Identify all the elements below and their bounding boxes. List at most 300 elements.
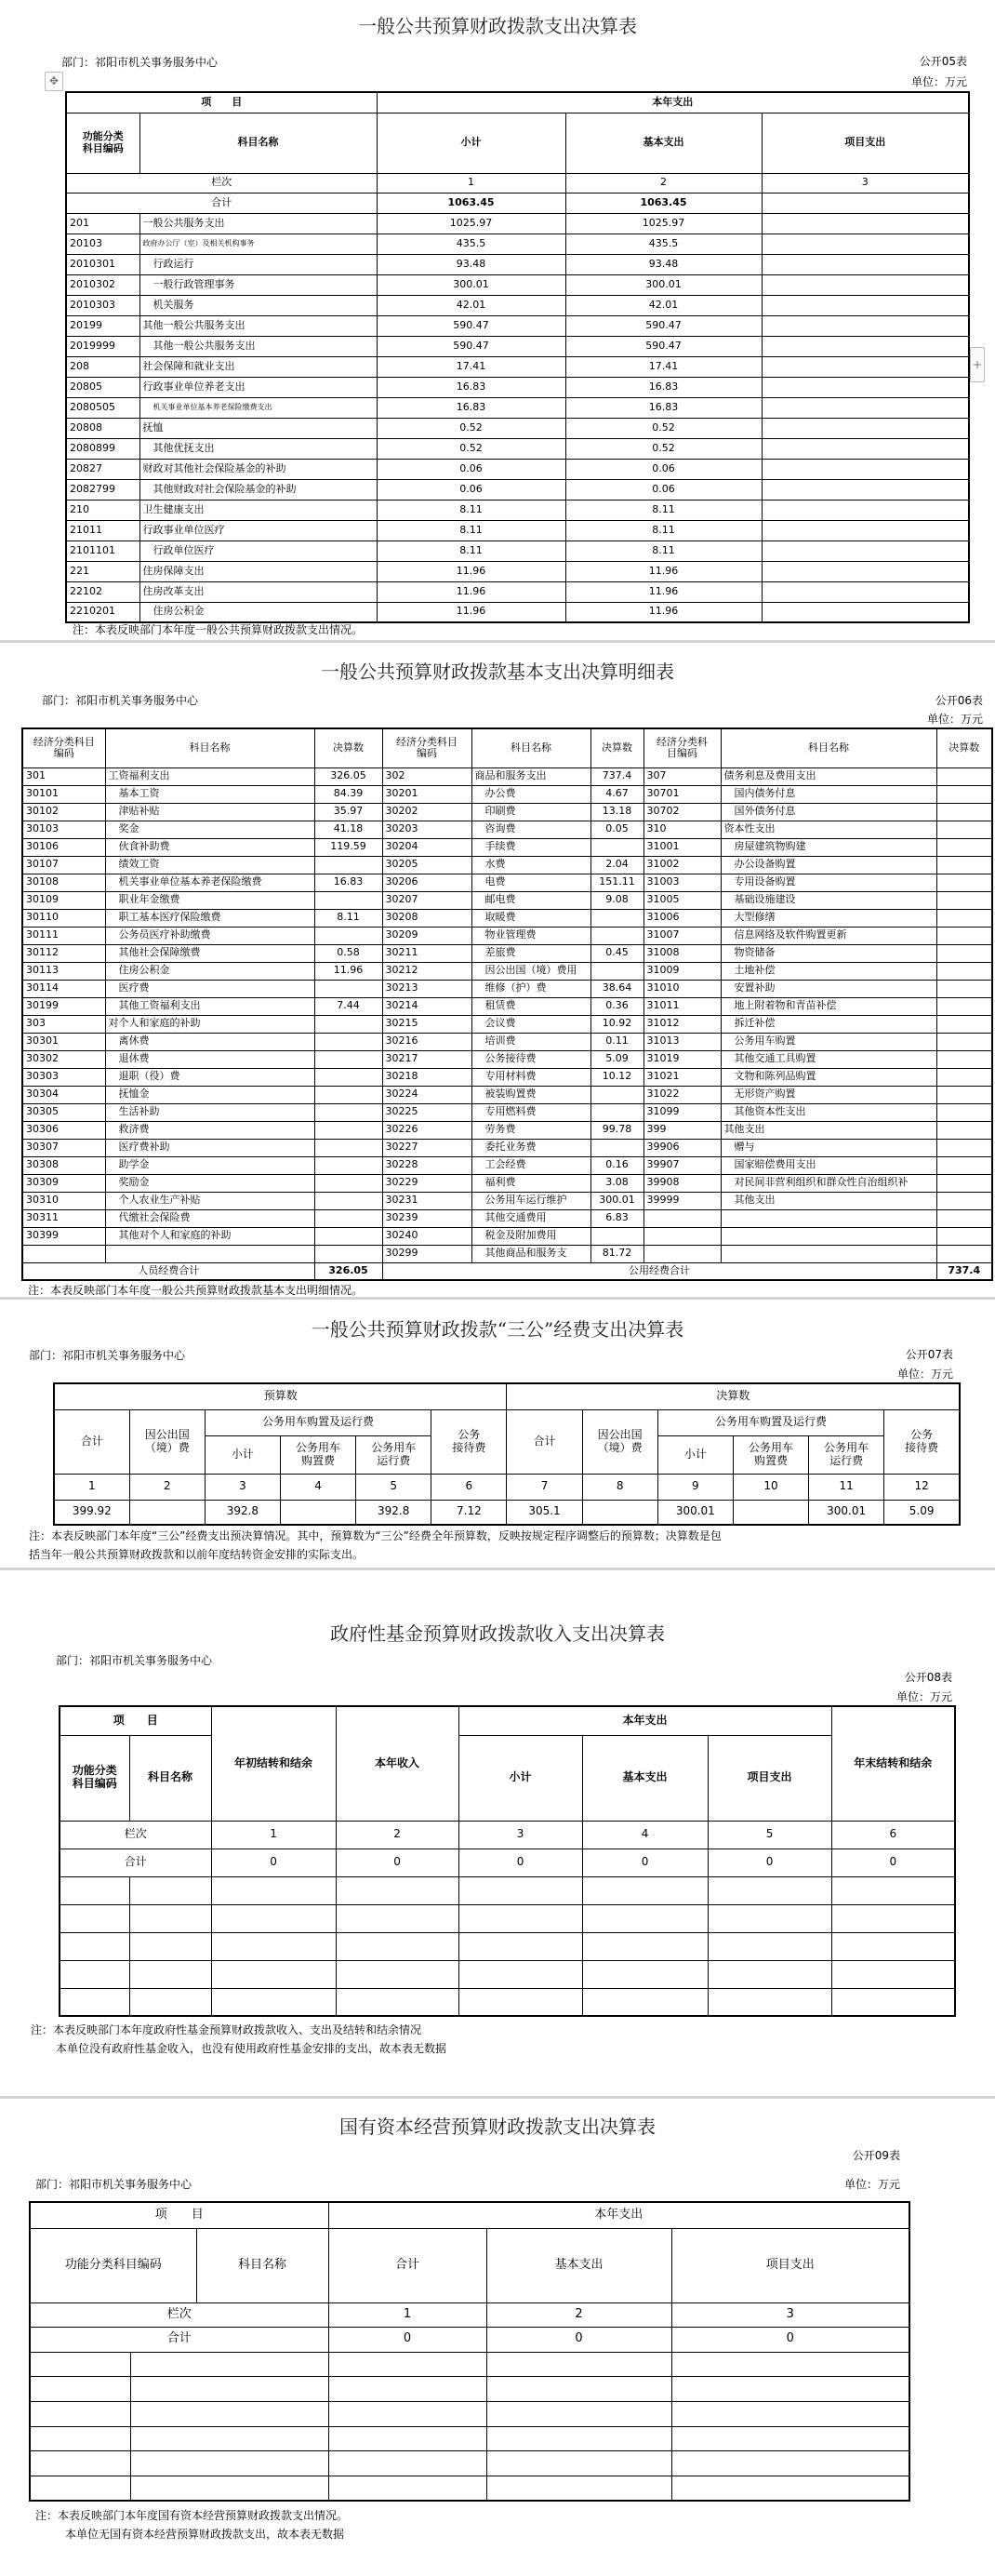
t05-department: 部门：祁阳市机关事务服务中心 (61, 56, 219, 69)
row-project (762, 336, 969, 356)
row-amount: 7.44 (314, 997, 382, 1015)
empty-cell (30, 2352, 130, 2377)
row-name: 卫生健康支出 (139, 500, 377, 520)
row-basic: 0.52 (565, 438, 762, 459)
t05-form-number: 公开05表 (919, 55, 967, 68)
header-name: 科目名称 (105, 728, 314, 767)
header-project: 项目支出 (708, 1735, 831, 1821)
row-name: 其他工资福利支出 (105, 997, 314, 1015)
table-row (22, 1086, 992, 1103)
row-amount (590, 838, 643, 856)
row-code: 30217 (382, 1050, 471, 1068)
header-subtotal: 小计 (458, 1735, 582, 1821)
row-name: 福利费 (471, 1174, 590, 1192)
header-year-expenditure: 本年支出 (377, 92, 969, 113)
row-code: 30107 (22, 856, 105, 874)
empty-cell (708, 1960, 831, 1988)
header-income: 本年收入 (336, 1706, 458, 1821)
row-amount: 6.83 (590, 1209, 643, 1227)
row-name (721, 1209, 936, 1227)
empty-cell (486, 2451, 671, 2476)
header-amount: 决算数 (936, 728, 992, 767)
empty-cell (486, 2377, 671, 2402)
row-name: 邮电费 (471, 891, 590, 909)
empty-cell (328, 2451, 486, 2476)
empty-row (30, 2476, 909, 2501)
empty-row (60, 1876, 955, 1904)
table-row (22, 927, 992, 944)
row-code: 2010303 (66, 295, 139, 315)
row-amount: 81.72 (590, 1245, 643, 1262)
column-number: 1 (54, 1474, 129, 1500)
row-amount (936, 1245, 992, 1262)
empty-cell (60, 1988, 129, 2016)
empty-cell (211, 1960, 336, 1988)
row-code: 30224 (382, 1086, 471, 1103)
row-name: 住房公积金 (139, 602, 377, 622)
row-name: 退职（役）费 (105, 1068, 314, 1086)
row-project (762, 295, 969, 315)
header-code: 功能分类 科目编码 (66, 113, 139, 173)
row-code: 30205 (382, 856, 471, 874)
table-row (22, 785, 992, 803)
empty-cell (458, 1932, 582, 1960)
row-code: 301 (22, 767, 105, 785)
total-value: 0 (708, 1849, 831, 1876)
empty-cell (336, 1932, 458, 1960)
row-code: 30310 (22, 1192, 105, 1209)
row-amount: 11.96 (314, 962, 382, 980)
row-code: 30227 (382, 1139, 471, 1156)
row-amount (936, 785, 992, 803)
table-row (22, 891, 992, 909)
empty-row (30, 2451, 909, 2476)
table-row (66, 336, 969, 356)
row-code: 30308 (22, 1156, 105, 1174)
value-cell: 392.8 (205, 1500, 280, 1525)
row-amount (936, 1033, 992, 1050)
header-amount: 决算数 (590, 728, 643, 767)
table-row (22, 980, 992, 997)
empty-cell (582, 1876, 708, 1904)
row-name: 离休费 (105, 1033, 314, 1050)
row-amount (936, 856, 992, 874)
row-subtotal: 8.11 (377, 500, 565, 520)
row-code: 21011 (66, 520, 139, 541)
row-name: 大型修缮 (721, 909, 936, 927)
row-amount (936, 1174, 992, 1192)
row-subtotal: 0.06 (377, 479, 565, 500)
t08-note-line-1: 注：本表反映部门本年度政府性基金预算财政拨款收入、支出及结转和结余情况 (31, 2023, 422, 2036)
row-amount (314, 1103, 382, 1121)
column-number: 2 (129, 1474, 205, 1500)
row-name: 信息网络及软件购置更新 (721, 927, 936, 944)
table-row (22, 909, 992, 927)
row-name: 住房保障支出 (139, 561, 377, 581)
row-code: 39906 (643, 1139, 721, 1156)
row-name: 会议费 (471, 1015, 590, 1033)
empty-row (60, 1904, 955, 1932)
row-code: 30307 (22, 1139, 105, 1156)
header-car-purchase: 公务用车 购置费 (733, 1435, 808, 1474)
row-basic: 11.96 (565, 581, 762, 602)
row-subtotal: 0.06 (377, 459, 565, 479)
row-project (762, 520, 969, 541)
row-name: 国内债务付息 (721, 785, 936, 803)
table-row (66, 356, 969, 377)
header-car: 公务用车购置及运行费 (657, 1409, 883, 1435)
row-code: 31009 (643, 962, 721, 980)
header-row (54, 1383, 960, 1409)
column-number: 2 (336, 1821, 458, 1849)
row-subtotal: 590.47 (377, 336, 565, 356)
column-number: 3 (458, 1821, 582, 1849)
column-number-label: 栏次 (66, 173, 377, 193)
empty-cell (831, 1876, 955, 1904)
row-amount: 2.04 (590, 856, 643, 874)
row-name: 个人农业生产补贴 (105, 1192, 314, 1209)
column-number: 11 (809, 1474, 884, 1500)
row-name (105, 1245, 314, 1262)
table-row (66, 479, 969, 500)
row-subtotal: 16.83 (377, 397, 565, 418)
row-name: 公务员医疗补助缴费 (105, 927, 314, 944)
row-code: 31001 (643, 838, 721, 856)
total-value: 1063.45 (377, 193, 565, 213)
row-basic: 8.11 (565, 541, 762, 561)
row-name: 其他支出 (721, 1121, 936, 1139)
row-code: 31008 (643, 944, 721, 962)
table-row (22, 1050, 992, 1068)
table-row (22, 767, 992, 785)
value-cell: 300.01 (809, 1500, 884, 1525)
total-row (30, 2327, 909, 2352)
row-amount (936, 1121, 992, 1139)
row-name: 住房改革支出 (139, 581, 377, 602)
row-amount: 0.05 (590, 821, 643, 838)
row-code: 30201 (382, 785, 471, 803)
table-row (22, 1156, 992, 1174)
table-row (22, 1068, 992, 1086)
empty-cell (582, 1960, 708, 1988)
row-amount (314, 856, 382, 874)
row-name: 其他交通工具购置 (721, 1050, 936, 1068)
row-code: 30306 (22, 1121, 105, 1139)
row-project (762, 397, 969, 418)
t05-title: 一般公共预算财政拨款支出决算表 (358, 15, 637, 37)
row-name: 机关服务 (139, 295, 377, 315)
row-amount: 0.11 (590, 1033, 643, 1050)
row-code: 31021 (643, 1068, 721, 1086)
row-amount (936, 821, 992, 838)
t06-unit: 单位：万元 (926, 713, 983, 726)
value-cell: 399.92 (54, 1500, 129, 1525)
row-name: 政府办公厅（室）及相关机构事务 (139, 234, 377, 254)
row-amount (314, 1121, 382, 1139)
empty-cell (486, 2476, 671, 2501)
row-project (762, 602, 969, 622)
row-code: 30114 (22, 980, 105, 997)
empty-cell (336, 1988, 458, 2016)
t07-unit: 单位：万元 (896, 1368, 953, 1381)
empty-cell (458, 1960, 582, 1988)
row-name: 津贴补贴 (105, 803, 314, 821)
row-code: 30101 (22, 785, 105, 803)
header-code: 经济分类科目 编码 (382, 728, 471, 767)
row-amount (314, 1227, 382, 1245)
row-code: 30212 (382, 962, 471, 980)
row-subtotal: 8.11 (377, 520, 565, 541)
row-basic: 590.47 (565, 336, 762, 356)
row-name: 其他资本性支出 (721, 1103, 936, 1121)
t06-form-number: 公开06表 (935, 694, 983, 707)
value-cell: 392.8 (356, 1500, 431, 1525)
row-name: 抚恤金 (105, 1086, 314, 1103)
empty-cell (328, 2352, 486, 2377)
empty-row (60, 1932, 955, 1960)
row-name: 行政运行 (139, 254, 377, 274)
total-value (762, 193, 969, 213)
header-code: 经济分类科 目编码 (643, 728, 721, 767)
header-item: 项 目 (60, 1706, 211, 1735)
row-name: 取暖费 (471, 909, 590, 927)
row-code: 307 (643, 767, 721, 785)
table-row (22, 1121, 992, 1139)
t09-form-number: 公开09表 (852, 2149, 900, 2162)
header-row (30, 2202, 909, 2228)
row-code: 30228 (382, 1156, 471, 1174)
row-amount (936, 1209, 992, 1227)
header-final: 决算数 (507, 1383, 960, 1409)
table-row (22, 1227, 992, 1245)
row-basic: 0.06 (565, 459, 762, 479)
table-row (22, 1015, 992, 1033)
row-amount (590, 1103, 643, 1121)
t09-unit: 单位：万元 (843, 2178, 900, 2191)
empty-cell (211, 1988, 336, 2016)
row-amount (590, 927, 643, 944)
t08-department: 部门：祁阳市机关事务服务中心 (56, 1654, 213, 1667)
empty-cell (831, 1960, 955, 1988)
row-code: 31012 (643, 1015, 721, 1033)
row-amount: 119.59 (314, 838, 382, 856)
row-name: 一般公共服务支出 (139, 213, 377, 234)
table-row (66, 315, 969, 336)
row-code (22, 1245, 105, 1262)
row-subtotal: 11.96 (377, 581, 565, 602)
header-subtotal: 小计 (205, 1435, 280, 1474)
row-name: 机关事业单位基本养老保险缴费支出 (139, 397, 377, 418)
row-basic: 16.83 (565, 397, 762, 418)
row-name: 税金及附加费用 (471, 1227, 590, 1245)
row-code: 2019999 (66, 336, 139, 356)
row-code: 20808 (66, 418, 139, 438)
empty-cell (336, 1960, 458, 1988)
empty-cell (130, 2401, 328, 2426)
empty-cell (336, 1904, 458, 1932)
table-move-handle-icon[interactable]: ✥ (45, 72, 63, 91)
row-name: 生活补助 (105, 1103, 314, 1121)
row-name: 物业管理费 (471, 927, 590, 944)
header-subtotal: 小计 (657, 1435, 733, 1474)
row-code: 20827 (66, 459, 139, 479)
row-name: 专用设备购置 (721, 874, 936, 891)
empty-cell (328, 2377, 486, 2402)
table-row (66, 438, 969, 459)
row-code: 39908 (643, 1174, 721, 1192)
column-number: 1 (211, 1821, 336, 1849)
row-code: 30299 (382, 1245, 471, 1262)
row-project (762, 581, 969, 602)
table-row (22, 1033, 992, 1050)
table-row (66, 295, 969, 315)
row-amount: 0.16 (590, 1156, 643, 1174)
column-number-row (60, 1821, 955, 1849)
t08-title: 政府性基金预算财政拨款收入支出决算表 (330, 1622, 665, 1645)
empty-row (60, 1988, 955, 2016)
value-cell: 300.01 (657, 1500, 733, 1525)
row-name: 退休费 (105, 1050, 314, 1068)
empty-cell (60, 1960, 129, 1988)
row-basic: 42.01 (565, 295, 762, 315)
t05-unit: 单位：万元 (910, 75, 967, 88)
add-column-handle-icon[interactable]: + (970, 347, 985, 382)
row-name: 赠与 (721, 1139, 936, 1156)
table-row (66, 254, 969, 274)
row-code: 30231 (382, 1192, 471, 1209)
row-code: 30309 (22, 1174, 105, 1192)
row-amount (314, 1245, 382, 1262)
empty-cell (486, 2426, 671, 2451)
row-amount (314, 980, 382, 997)
total-value: 0 (831, 1849, 955, 1876)
header-year-expenditure: 本年支出 (458, 1706, 831, 1735)
row-name: 印刷费 (471, 803, 590, 821)
empty-cell (60, 1932, 129, 1960)
row-code: 30206 (382, 874, 471, 891)
column-number: 6 (431, 1474, 507, 1500)
header-row (54, 1409, 960, 1435)
column-number: 5 (708, 1821, 831, 1849)
row-code: 208 (66, 356, 139, 377)
row-amount (314, 1086, 382, 1103)
row-code: 399 (643, 1121, 721, 1139)
header-end-balance: 年末结转和结余 (831, 1706, 955, 1821)
row-code: 30303 (22, 1068, 105, 1086)
row-name: 手续费 (471, 838, 590, 856)
header-year-expenditure: 本年支出 (328, 2202, 909, 2228)
header-code: 功能分类科目编码 (30, 2228, 196, 2302)
row-amount (590, 962, 643, 980)
row-code: 310 (643, 821, 721, 838)
row-code: 30240 (382, 1227, 471, 1245)
column-number: 5 (356, 1474, 431, 1500)
row-project (762, 541, 969, 561)
page-separator (0, 640, 995, 643)
row-name: 工资福利支出 (105, 767, 314, 785)
row-name: 国外债务付息 (721, 803, 936, 821)
header-reception: 公务 接待费 (431, 1409, 507, 1474)
header-project: 项目支出 (762, 113, 969, 173)
empty-cell (130, 2451, 328, 2476)
empty-cell (60, 1904, 129, 1932)
empty-cell (130, 2426, 328, 2451)
value-cell: 7.12 (431, 1500, 507, 1525)
column-number: 4 (280, 1474, 355, 1500)
header-name: 科目名称 (721, 728, 936, 767)
row-amount: 151.11 (590, 874, 643, 891)
header-amount: 决算数 (314, 728, 382, 767)
row-code: 30304 (22, 1086, 105, 1103)
row-code: 30218 (382, 1068, 471, 1086)
row-code: 30208 (382, 909, 471, 927)
row-name: 商品和服务支出 (471, 767, 590, 785)
t07-title: 一般公共预算财政拨款“三公”经费支出决算表 (311, 1318, 684, 1341)
row-amount (314, 1033, 382, 1050)
header-row (66, 92, 969, 113)
total-value: 0 (671, 2327, 909, 2352)
row-amount (936, 1156, 992, 1174)
row-basic: 16.83 (565, 377, 762, 397)
row-subtotal: 590.47 (377, 315, 565, 336)
row-code: 30108 (22, 874, 105, 891)
column-number-row (30, 2302, 909, 2327)
table-row (66, 234, 969, 254)
row-subtotal: 1025.97 (377, 213, 565, 234)
row-project (762, 274, 969, 295)
row-name: 安置补助 (721, 980, 936, 997)
empty-row (30, 2401, 909, 2426)
value-cell: 5.09 (884, 1500, 960, 1525)
header-basic: 基本支出 (582, 1735, 708, 1821)
column-number-label: 栏次 (60, 1821, 211, 1849)
total-value: 0 (582, 1849, 708, 1876)
row-amount (936, 803, 992, 821)
row-code: 30199 (22, 997, 105, 1015)
row-name: 其他一般公共服务支出 (139, 315, 377, 336)
t08-table (59, 1705, 956, 2017)
row-name: 办公费 (471, 785, 590, 803)
table-row (22, 821, 992, 838)
empty-cell (30, 2451, 130, 2476)
header-total: 合计 (328, 2228, 486, 2302)
header-basic: 基本支出 (565, 113, 762, 173)
public-total-label: 公用经费合计 (382, 1262, 936, 1280)
row-code (643, 1209, 721, 1227)
row-code: 30214 (382, 997, 471, 1015)
row-name (721, 1227, 936, 1245)
row-basic: 435.5 (565, 234, 762, 254)
table-row (66, 541, 969, 561)
row-project (762, 234, 969, 254)
row-name: 因公出国（境）费用 (471, 962, 590, 980)
total-label: 合计 (30, 2327, 328, 2352)
public-total-value: 737.4 (936, 1262, 992, 1280)
row-code: 30112 (22, 944, 105, 962)
row-amount (590, 909, 643, 927)
row-subtotal: 0.52 (377, 418, 565, 438)
row-basic: 93.48 (565, 254, 762, 274)
row-name: 基础设施建设 (721, 891, 936, 909)
empty-cell (129, 1904, 211, 1932)
row-code (643, 1245, 721, 1262)
table-row (66, 581, 969, 602)
row-code: 31022 (643, 1086, 721, 1103)
empty-row (30, 2426, 909, 2451)
total-label: 合计 (66, 193, 377, 213)
t05-note: 注：本表反映部门本年度一般公共预算财政拨款支出情况。 (73, 623, 364, 636)
page-separator (0, 1297, 995, 1300)
